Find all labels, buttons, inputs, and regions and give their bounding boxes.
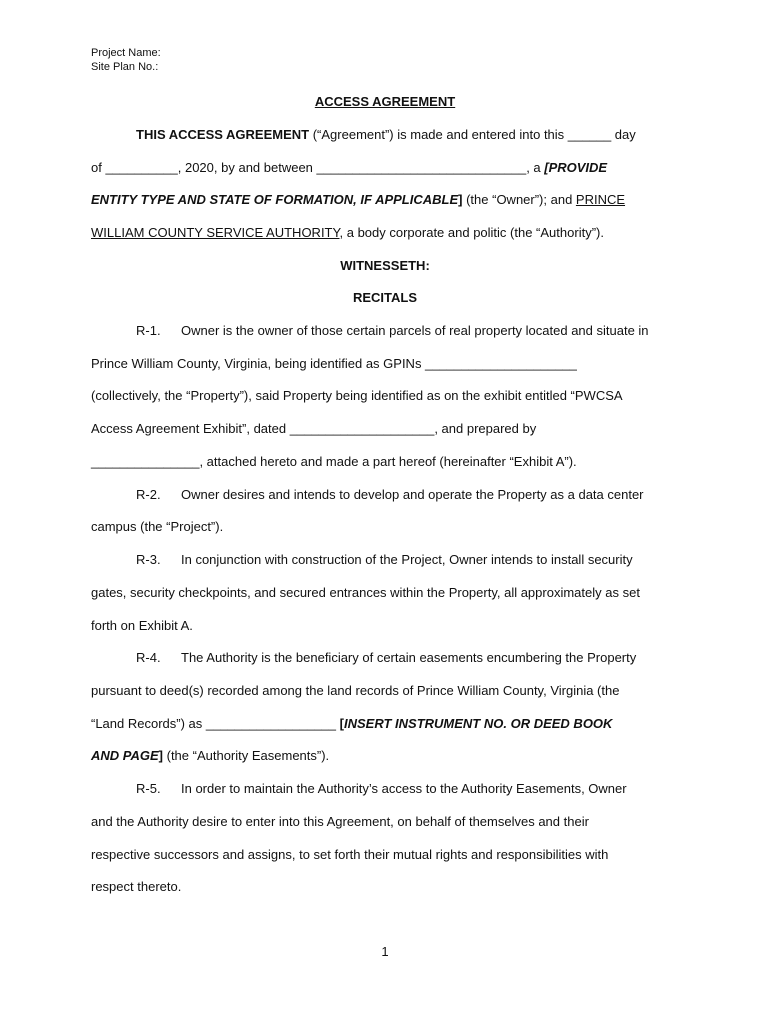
- witnesseth-heading: WITNESSETH:: [340, 258, 430, 273]
- recital-r5-line-4: respect thereto.: [91, 879, 182, 894]
- document-title: ACCESS AGREEMENT: [314, 94, 456, 109]
- recital-r5-line-2: and the Authority desire to enter into this Agreement, on behalf of themselves and their: [91, 814, 589, 829]
- document-header: [91, 46, 161, 74]
- recital-number: R-5.: [136, 781, 161, 796]
- recital-bracket: [: [339, 716, 344, 731]
- recital-bracket: ]: [158, 748, 163, 763]
- recital-number: R-2.: [136, 487, 161, 502]
- recital-text: In conjunction with construction of the Project, Owner intends to install security: [181, 552, 633, 567]
- recital-text: Owner desires and intends to develop and operate the Property as a data center: [181, 487, 644, 502]
- recital-r2-line-2: campus (the “Project”).: [91, 519, 224, 534]
- recital-text: (the “Authority Easements”).: [163, 748, 330, 763]
- recitals-heading: RECITALS: [352, 290, 418, 305]
- recital-number: R-4.: [136, 650, 161, 665]
- recital-r4-line-4: [91, 748, 329, 764]
- recital-r1-line-3: (collectively, the “Property”), said Property being identified as on the exhibit entitled “PWCSA: [91, 388, 623, 403]
- intro-line-3-bold-italic: ENTITY TYPE AND STATE OF FORMATION, IF APPLICABLE: [91, 192, 459, 207]
- intro-line-3-bracket: ]: [458, 192, 463, 207]
- recital-placeholder: AND PAGE: [91, 748, 159, 763]
- recital-r4-line-2: pursuant to deed(s) recorded among the land records of Prince William County, Virginia (the: [91, 683, 620, 698]
- intro-line-1-text: (“Agreement”) is made and entered into this ______ day: [309, 127, 636, 142]
- recital-r3-line-1: [91, 552, 633, 568]
- recital-r1-line-1: [91, 323, 649, 339]
- recital-r5-line-3: respective successors and assigns, to set forth their mutual rights and responsibilities with: [91, 847, 609, 862]
- recital-r5-line-1: [91, 781, 627, 797]
- recital-r3-line-2: gates, security checkpoints, and secured entrances within the Property, all approximately as set: [91, 585, 640, 600]
- recital-text: The Authority is the beneficiary of certain easements encumbering the Property: [181, 650, 637, 665]
- recital-r4-line-3: [91, 716, 612, 732]
- site-plan-label: Site Plan No.:: [91, 61, 159, 73]
- project-name-label: Project Name:: [91, 47, 161, 59]
- intro-line-2-text: of __________, 2020, by and between _____________________________, a: [91, 160, 545, 175]
- intro-line-3-text: (the “Owner”); and: [462, 192, 576, 207]
- recital-number: R-3.: [136, 552, 161, 567]
- intro-bold-lead: THIS ACCESS AGREEMENT: [136, 127, 310, 142]
- recital-r3-line-3: forth on Exhibit A.: [91, 618, 193, 633]
- recital-r1-line-4: Access Agreement Exhibit”, dated ____________________, and prepared by: [91, 421, 537, 436]
- intro-line-3-underline: PRINCE: [575, 192, 626, 207]
- intro-line-2-bold: [PROVIDE: [544, 160, 608, 175]
- recital-text: “Land Records”) as __________________: [91, 716, 340, 731]
- intro-line-3: [91, 192, 625, 208]
- recital-r1-line-5: _______________, attached hereto and made a part hereof (hereinafter “Exhibit A”).: [91, 454, 577, 469]
- recital-r1-line-2: Prince William County, Virginia, being identified as GPINs _____________________: [91, 356, 577, 371]
- authority-name: WILLIAM COUNTY SERVICE AUTHORITY: [91, 225, 340, 240]
- recital-text: In order to maintain the Authority’s access to the Authority Easements, Owner: [181, 781, 627, 796]
- page-number: 1: [381, 944, 389, 959]
- recital-text: Owner is the owner of those certain parcels of real property located and situate in: [181, 323, 649, 338]
- recital-placeholder: INSERT INSTRUMENT NO. OR DEED BOOK: [343, 716, 613, 731]
- intro-line-2: [91, 160, 607, 176]
- intro-line-4: [91, 225, 604, 241]
- recital-r2-line-1: [91, 487, 644, 503]
- recital-number: R-1.: [136, 323, 161, 338]
- recital-r4-line-1: [91, 650, 636, 666]
- intro-line-4-text: , a body corporate and politic (the “Authority”).: [339, 225, 604, 240]
- intro-line-1: [91, 127, 636, 143]
